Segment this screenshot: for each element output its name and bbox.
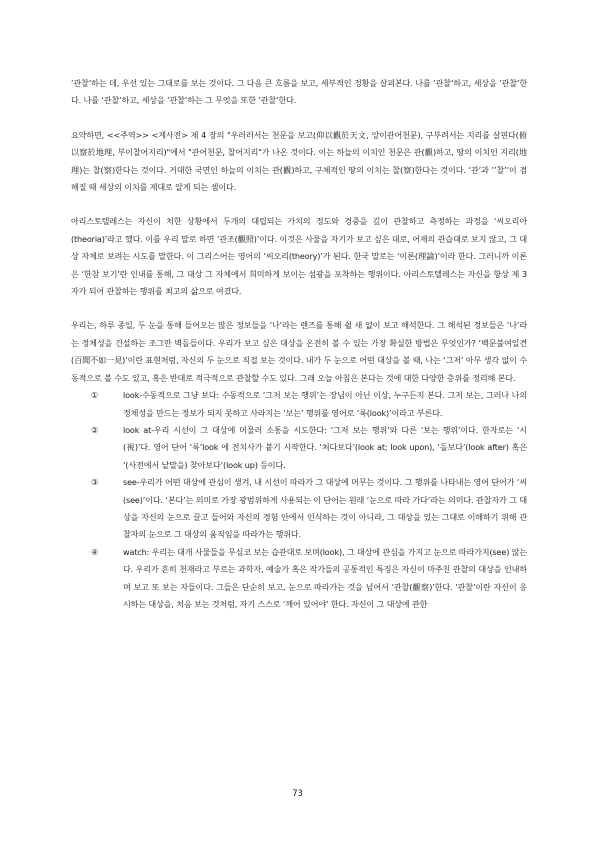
list-item-text: see-우리가 어떤 대상에 관심이 생겨, 내 시선이 따라가 그 대상에 머무는 것이다. 그 행위를 나타내는 영어 단어가 ‘씨(see)’이다. ‘본다’는 의미로 가장 광범위하게 사용되는 이 단어는 원래 ‘눈으로 따라 가다’라는 의미다. 관찰자가 그 대상을 자신의 눈으로 끌고 들어와 자신의 경험 안에서 인식하는 것이 아니라, 그 대상을 있는 그대로 이해하기 위해 관찰자의 눈으로 그 대상의 움직임을 따라가는 행위다. — [123, 477, 527, 540]
paragraph-aristotle-theoria: 아리스토텔레스는 자신이 처한 상황에서 두개의 대립되는 가치의 정도와 경중을 깊이 관찰하고 측정하는 과정을 ‘씨오리아(theoria)’라고 했다. 이를 우리 말로 하면 ‘관조(觀照)’이다. 이것은 사물을 자기가 보고 싶은 대로, 어제의 관습대로 보지 않고, 그 대상 자체로 보려는 시도를 말한다. 이 그리스어는 영어의 ‘씨오리(theory)’가 된다. 한국 말로는 ‘이론(理論)’이라 한다. 그러니까 이론은 ‘한참 보기’란 인내를 통해, 그 대상 그 자체에서 희미하게 보이는 섬광을 포착하는 행위이다. 아리스토텔레스는 자신을 항상 제 3자가 되어 관찰하는 행위를 최고의 삶으로 여겼다. — [71, 216, 527, 297]
list-marker: ③ — [91, 477, 99, 488]
list-item-look-at — [71, 422, 527, 474]
list-item-text: look at-우리 시선이 그 대상에 머물러 소통을 시도한다: ‘그저 보는 행위’와 다른 ‘보는 행위’이다. 한자로는 ‘시(視)’다. 영어 단어 ‘룩’look 에 전치사가 붙기 시작한다. ‘쳐다보다’(look at; look upon), ‘돌보다’(look after) 혹은 ‘(사전에서 낱말을) 찾아보다’(look up) 등이다. — [123, 424, 527, 470]
page-body — [71, 75, 527, 613]
page-number: 73 — [292, 789, 303, 799]
list-item-see — [71, 474, 527, 544]
list-marker: ④ — [91, 546, 99, 557]
seeing-levels-list — [71, 387, 527, 613]
list-marker: ② — [91, 424, 99, 435]
list-item-text: watch: 우리는 대개 사물들을 무심코 보는 습관대로 보며(look), 그 대상에 관심을 가지고 눈으로 따라가지(see) 않는다. 우리가 흔히 천재라고 부르는 과학자, 예술가 혹은 작가들의 공통적인 특징은 자신이 마주친 관찰의 대상을 인내하며 보고 또 보는 자들이다. 그들은 단순히 보고, 눈으로 따라가는 것을 넘어서 ‘관찰(觀察)’한다. ‘관찰’이란 자신이 응시하는 대상을, 처음 보는 것처럼, 자기 스스로 ‘깨어 있어야’ 한다. 자신이 그 대상에 관한 — [123, 546, 527, 609]
list-item-text: look-수동적으로 그냥 보다: 수동적으로 ‘그저 보는 행위’는 장님이 아닌 이상, 누구든지 본다. 그저 보는, 그러나 나의 정체성을 만드는 정보가 되지 못하고 사라지는 ‘보는’ 행위를 영어로 ‘룩(look)’이라고 부른다. — [123, 390, 527, 418]
list-marker: ① — [91, 390, 99, 401]
paragraph-book-of-changes: 요약하면, <<주역>> <계사전> 제 4 장의 "우러러서는 천문을 보고(仰以觀於天文, 앙이관어천문), 구부려서는 지리를 살핀다(俯以察於地理, 부이찰어지리)"에서 "관어천문, 찰어지리"가 나온 것이다. 이는 하늘의 이치인 천문은 관(觀)하고, 땅의 이치인 지리(地理)는 찰(察)한다는 것이다. 거대한 국면인 하늘의 이치는 관(觀)하고, 구체적인 땅의 이치는 찰(察)한다는 것이다. ‘관’과 ’’찰’’이 겸해질 때 세상의 이치를 제대로 알게 되는 셈이다. — [71, 129, 527, 193]
list-item-look — [71, 387, 527, 422]
paragraph-ways-of-seeing: 우리는, 하루 종일, 두 눈을 통해 들어오는 많은 정보들을 ‘나’라는 렌즈를 통해 쉴 새 없이 보고 해석한다. 그 해석된 정보들은 ‘나’라는 정체성을 건설하는 조그만 벽돌들이다. 우리가 보고 싶은 대상을 온전히 볼 수 있는 가장 확실한 방법은 무엇인가? ‘백문불여일견(百聞不如一見)’이란 표현처럼, 자신의 두 눈으로 직접 보는 것이다. 내가 두 눈으로 어떤 대상을 볼 때, 나는 ‘그저’ 아무 생각 없이 수동적으로 볼 수도 있고, 혹은 반대로 적극적으로 관찰할 수도 있다. 그래 오늘 아침은 본다는 것에 대한 다양한 층위를 정리해 본다. — [71, 320, 527, 383]
list-item-watch — [71, 544, 527, 614]
paragraph-observation-intro: ‘관찰’하는 데, 우선 있는 그대로를 보는 것이다. 그 다음 큰 흐름을 보고, 세부적인 정황을 살펴본다. 나를 ‘관찰’하고, 세상을 ‘관찰’한다. 나를 ‘관찰’하고, 세상을 ‘관찰’하는 그 무엇을 또한 ‘관찰’한다. — [71, 78, 527, 106]
